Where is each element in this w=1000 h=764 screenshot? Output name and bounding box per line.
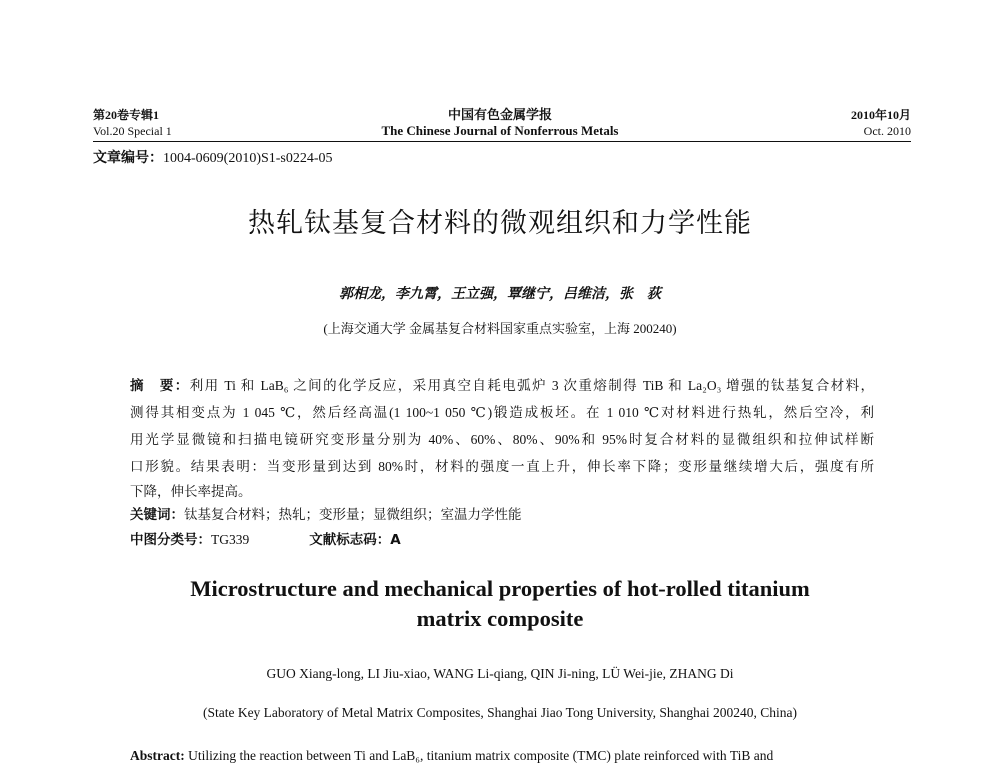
abstract-line: 摘 要：利用 Ti 和 LaB₆ 之间的化学反应，采用真空自耗电弧炉 3 次重熔制得 TiB 和 La₂O₃ 增强的钛基复合材料， [130, 378, 875, 394]
english-authors: GUO Xiang-long, LI Jiu-xiao, WANG Li-qiang, QIN Ji-ning, LÜ Wei-jie, ZHANG Di [266, 666, 734, 681]
header-rule [93, 141, 911, 142]
volume-cn: 第20卷专辑1 [93, 108, 160, 122]
abstract-line: 口形貌。结果表明：当变形量到达到 80%时，材料的强度一直上升，伸长率下降；变形量继续增大后，强度有所 [130, 459, 874, 474]
abstract-line: 下降，伸长率提高。 [130, 484, 252, 499]
english-abstract-label: Abstract: [130, 748, 185, 763]
english-title-line-1: Microstructure and mechanical properties of hot-rolled titanium [190, 576, 810, 601]
issue-date-en: Oct. 2010 [863, 124, 911, 138]
abstract-label: 摘 要： [130, 378, 190, 394]
clc-value: TG339 [211, 532, 250, 547]
keywords-label: 关键词： [130, 507, 184, 523]
english-abstract-text: Utilizing the reaction between Ti and LaB₆, titanium matrix composite (TMC) plate reinforced with TiB and [184, 748, 774, 763]
clc-label: 中图分类号： [130, 532, 211, 548]
article-number-label: 文章编号： [93, 150, 163, 166]
chinese-affiliation: (上海交通大学 金属基复合材料国家重点实验室，上海 200240) [323, 321, 677, 336]
article-number-value: 1004-0609(2010)S1-s0224-05 [163, 151, 333, 166]
english-abstract [130, 748, 874, 764]
chinese-title: 热轧钛基复合材料的微观组织和力学性能 [248, 208, 752, 239]
english-title [0, 574, 1000, 634]
journal-name-en: The Chinese Journal of Nonferrous Metals [381, 123, 619, 138]
article-number [93, 147, 333, 167]
journal-name-cn: 中国有色金属学报 [447, 107, 552, 122]
abstract-line: 用光学显微镜和扫描电镜研究变形量分别为 40%、60%、80%、90%和 95%时复合材料的显微组织和拉伸试样断 [130, 432, 874, 447]
english-title-line-2: matrix composite [416, 606, 584, 631]
english-affiliation: (State Key Laboratory of Metal Matrix Composites, Shanghai Jiao Tong University, Shanghai 200240, China) [202, 705, 798, 720]
keywords-value: 钛基复合材料；热轧；变形量；显微组织；室温力学性能 [184, 507, 522, 522]
doc-code-value: A [390, 532, 401, 548]
classification [130, 528, 401, 548]
doc-code-label: 文献标志码： [309, 532, 391, 548]
issue-date-cn: 2010年10月 [850, 108, 911, 122]
abstract-line: 测得其相变点为 1 045 ℃，然后经高温(1 100~1 050 ℃)锻造成板坯。在 1 010 ℃对材料进行热轧，然后空冷，利 [130, 405, 874, 420]
chinese-authors: 郭相龙，李九霄，王立强，覃继宁，吕维洁，张 荻 [339, 286, 661, 302]
keywords [130, 503, 522, 523]
volume-en: Vol.20 Special 1 [93, 124, 172, 138]
